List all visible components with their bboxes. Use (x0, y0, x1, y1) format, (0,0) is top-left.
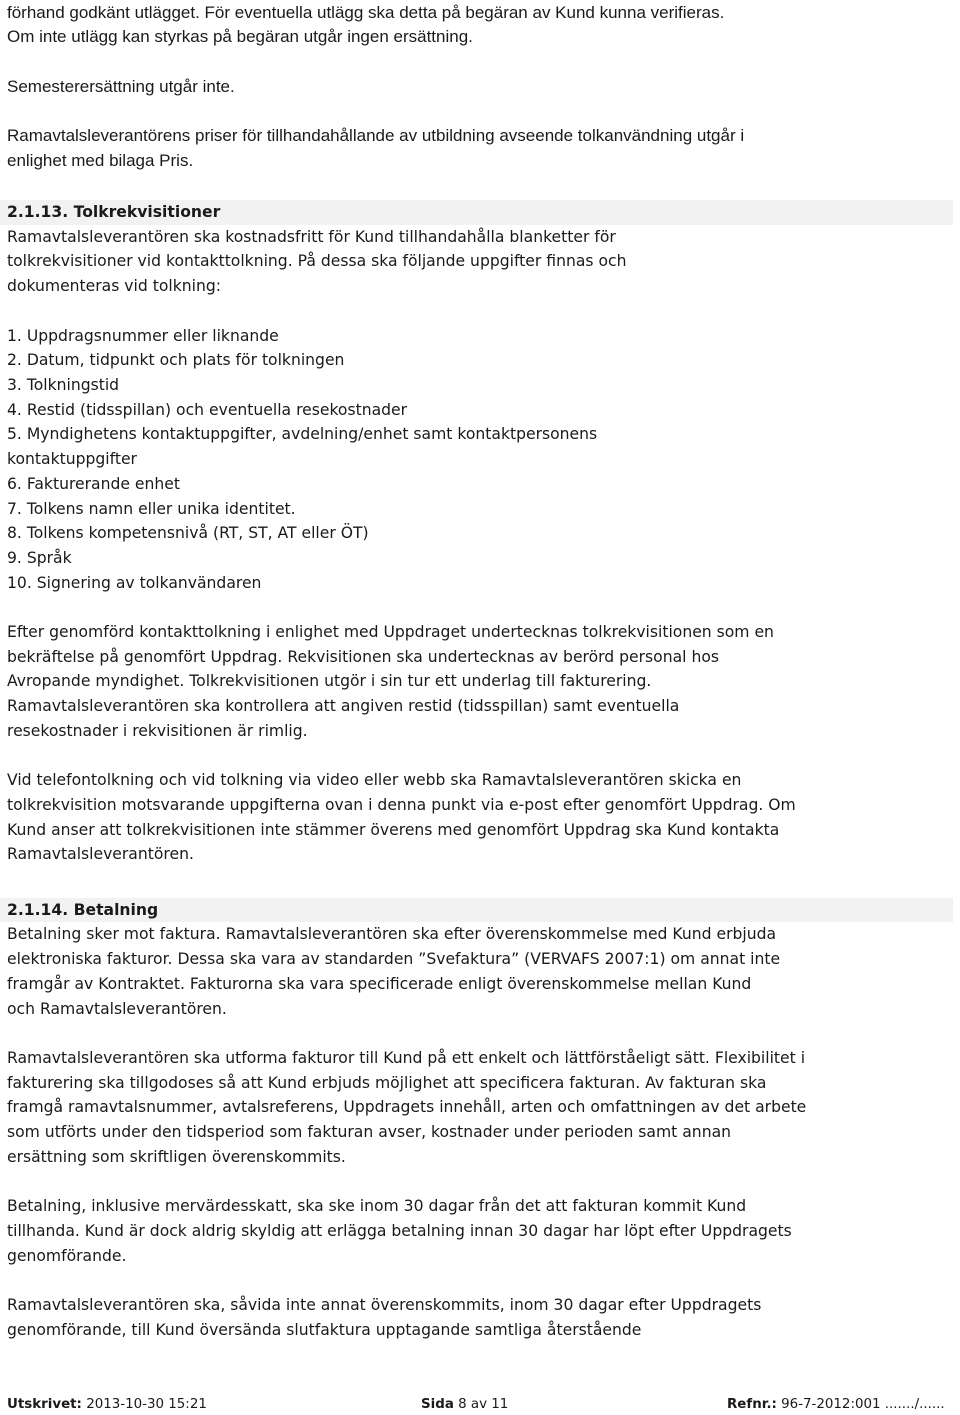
footer-refnr (727, 1396, 945, 1414)
footer-printed-value: 2013-10-30 15:21 (86, 1397, 207, 1412)
section-title: Betalning (73, 900, 159, 919)
section-number: 2.1.14. (7, 900, 69, 919)
list-item: 3. Tolkningstid (7, 375, 120, 394)
list-item: 1. Uppdragsnummer eller liknande (7, 326, 279, 345)
section-title: Tolkrekvisitioner (73, 203, 221, 222)
list-item: 7. Tolkens namn eller unika identitet. (7, 499, 296, 518)
list-item: 5. Myndighetens kontaktuppgifter, avdelning/enhet samt kontaktpersonens kontaktuppgifter (7, 425, 598, 469)
section-2-1-14-paragraph-1: Betalning sker mot faktura. Ramavtalsleverantören ska efter överenskommelse med Kund erbjuda elektroniska fakturor. Dessa ska vara av standarden ”Svefaktura” (VERVAFS 2007:1) om annat inte framgår av Kontraktet. Fakturorna ska vara specificerade enligt överenskommelse mellan Kund och Ramavtalsleverantören. (7, 925, 781, 1018)
footer-page (421, 1396, 508, 1414)
footer-page-label: Sida (421, 1397, 454, 1412)
section-heading-2-1-14 (0, 898, 953, 923)
section-2-1-13-paragraph-3: Vid telefontolkning och vid tolkning via video eller webb ska Ramavtalsleverantören skicka en tolkrekvisition motsvarande uppgifterna ovan i denna punkt via e-post efter genomfört Uppdrag. Om Kund anser att tolkrekvisitionen inte stämmer överens med genomfört Uppdrag ska Kund kontakta Ramavtalsleverantören. (7, 771, 796, 864)
footer-printed (7, 1396, 207, 1414)
section-2-1-14-paragraph-3: Betalning, inklusive mervärdesskatt, ska ske inom 30 dagar från det att fakturan kommit Kund tillhanda. Kund är dock aldrig skyldig att erlägga betalning innan 30 dagar har löpt efter Uppdragets genomförande. (7, 1197, 792, 1265)
document-page (7, 0, 953, 1342)
footer-page-value: 8 av 11 (458, 1397, 509, 1412)
list-item: 4. Restid (tidsspillan) och eventuella resekostnader (7, 400, 408, 419)
list-item: 8. Tolkens kompetensnivå (RT, ST, AT eller ÖT) (7, 524, 369, 543)
section-2-1-13-paragraph-2: Efter genomförd kontakttolkning i enlighet med Uppdraget undertecknas tolkrekvisitionen som en bekräftelse på genomfört Uppdrag. Rekvisitionen ska undertecknas av berörd personal hos Avropande myndighet. Tolkrekvisitionen utgör i sin tur ett underlag till fakturering. Ramavtalsleverantören ska kontrollera att angiven restid (tidsspillan) samt eventuella resekostnader i rekvisitionen är rimlig. (7, 623, 774, 740)
section-2-1-14-paragraph-2: Ramavtalsleverantören ska utforma fakturor till Kund på ett enkelt och lättförståeligt sätt. Flexibilitet i fakturering ska tillgodoses så att Kund erbjuds möjlighet att specificera fakturan. Av fakturan ska framgå ramavtalsnummer, avtalsreferens, Uppdragets innehåll, arten och omfattningen av det arbete som utförts under den tidsperiod som fakturan avser, kostnader under perioden samt annan ersättning som skriftligen överenskommits. (7, 1048, 807, 1166)
intro-paragraph-1: förhand godkänt utlägget. För eventuella utlägg ska detta på begäran av Kund kunna verifieras. Om inte utlägg kan styrkas på begäran utgår ingen ersättning. (7, 2, 725, 47)
intro-paragraph-2: Semesterersättning utgår inte. (7, 76, 235, 96)
list-item: 10. Signering av tolkanvändaren (7, 573, 262, 592)
footer-ref-value: 96-7-2012:001 ......./...... (781, 1397, 945, 1412)
section-2-1-14-paragraph-4: Ramavtalsleverantören ska, såvida inte annat överenskommits, inom 30 dagar efter Uppdragets genomförande, till Kund översända slutfaktura upptagande samtliga återstående (7, 1295, 762, 1339)
requirements-list (7, 324, 953, 596)
footer-ref-label: Refnr.: (727, 1397, 777, 1412)
footer-printed-label: Utskrivet: (7, 1397, 82, 1412)
section-heading-2-1-13 (0, 200, 953, 225)
intro-paragraph-3: Ramavtalsleverantörens priser för tillhandahållande av utbildning avseende tolkanvändning utgår i enlighet med bilaga Pris. (7, 125, 745, 170)
list-item: 9. Språk (7, 548, 72, 567)
section-2-1-13-paragraph-1: Ramavtalsleverantören ska kostnadsfritt för Kund tillhandahålla blanketter för tolkrekvisitioner vid kontakttolkning. På dessa ska följande uppgifter finnas och dokumenteras vid tolkning: (7, 227, 627, 296)
list-item: 2. Datum, tidpunkt och plats för tolkningen (7, 351, 345, 370)
section-number: 2.1.13. (7, 203, 69, 222)
list-item: 6. Fakturerande enhet (7, 474, 180, 493)
